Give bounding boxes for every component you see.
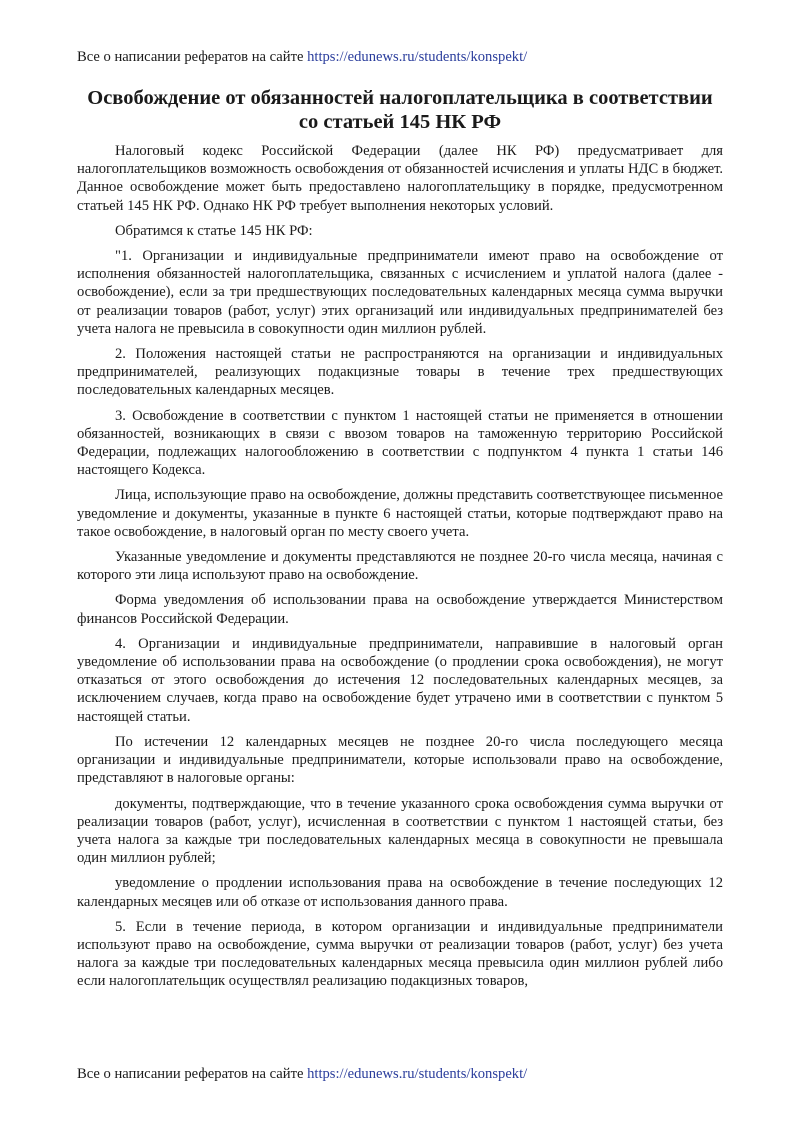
- footer-text: Все о написании рефератов на сайте: [77, 1066, 304, 1082]
- page-footer: [77, 1065, 527, 1083]
- header-link[interactable]: https://edunews.ru/students/konspekt/: [307, 49, 528, 65]
- paragraph-clause-4: 4. Организации и индивидуальные предприниматели, направившие в налоговый орган уведомление об использовании права на освобождение (о продлении срока освобождения), не могут отказаться от этого освобождения до истечения 12 последовательных календарных месяцев, за исключением случаев, когда право на освобождение будет утрачено ими в соответствии с пунктом 5 настоящей статьи.: [77, 635, 723, 725]
- document-title: Освобождение от обязанностей налогоплательщика в соответствии со статьей 145 НК РФ: [87, 87, 713, 133]
- paragraph-clause-5: 5. Если в течение периода, в котором организации и индивидуальные предприниматели используют право на освобождение, сумма выручки от реализации товаров (работ, услуг) без учета налога за каждые три последовательных календарных месяца превысила один миллион рублей либо если налогоплательщик осуществлял реализацию подакцизных товаров,: [77, 918, 723, 990]
- paragraph-clause-1: "1. Организации и индивидуальные предприниматели имеют право на освобождение от исполнения обязанностей налогоплательщика, связанных с исчислением и уплатой налога (далее - освобождение), если за три предшествующих последовательных календарных месяца сумма выручки от реализации товаров (работ, услуг) этих организаций или индивидуальных предпринимателей без учета налога не превысила в совокупности один миллион рублей.: [77, 248, 723, 337]
- page-header: [77, 48, 527, 66]
- paragraph-documents: документы, подтверждающие, что в течение указанного срока освобождения сумма выручки от реализации товаров (работ, услуг), исчисленная в соответствии с пунктом 1 настоящей статьи, без учета налога за каждые три последовательных календарных месяца в совокупности не превышала один миллион рублей;: [77, 795, 723, 867]
- paragraph-form: Форма уведомления об использовании права на освобождение утверждается Министерством финансов Российской Федерации.: [77, 592, 723, 627]
- paragraph-clause-2: 2. Положения настоящей статьи не распространяются на организации и индивидуальных предпринимателей, реализующих подакцизные товары в течение трех предшествующих последовательных календарных месяцев.: [77, 346, 723, 399]
- paragraph-after-12-months: По истечении 12 календарных месяцев не позднее 20-го числа последующего месяца организации и индивидуальные предприниматели, которые использовали право на освобождение, представляют в налоговые органы:: [77, 733, 723, 787]
- header-text: Все о написании рефератов на сайте: [77, 49, 304, 65]
- paragraph-deadline: Указанные уведомление и документы представляются не позднее 20-го числа месяца, начиная с которого эти лица используют право на освобождение.: [77, 549, 723, 584]
- document-body: [77, 142, 723, 1060]
- paragraph-clause-3: 3. Освобождение в соответствии с пунктом 1 настоящей статьи не применяется в отношении обязанностей, возникающих в связи с ввозом товаров на таможенную территорию Российской Федерации, подлежащих налогообложению в соответствии с подпунктом 4 пункта 1 статьи 146 настоящего Кодекса.: [77, 407, 723, 479]
- footer-link[interactable]: https://edunews.ru/students/konspekt/: [307, 1066, 528, 1082]
- paragraph-notification: Лица, использующие право на освобождение, должны представить соответствующее письменное уведомление и документы, указанные в пункте 6 настоящей статьи, которые подтверждают право на такое освобождение, в налоговый орган по месту своего учета.: [77, 487, 723, 540]
- paragraph-intro: Налоговый кодекс Российской Федерации (далее НК РФ) предусматривает для налогоплательщиков возможность освобождения от обязанностей исчисления и уплаты НДС в бюджет. Данное освобождение может быть предоставлено налогоплательщику в порядке, предусмотренном статьей 145 НК РФ. Однако НК РФ требует выполнения некоторых условий.: [77, 143, 723, 214]
- paragraph-reference: Обратимся к статье 145 НК РФ:: [115, 222, 313, 239]
- paragraph-extension: уведомление о продлении использования права на освобождение в течение последующих 12 календарных месяцев или об отказе от использования данного права.: [77, 875, 723, 910]
